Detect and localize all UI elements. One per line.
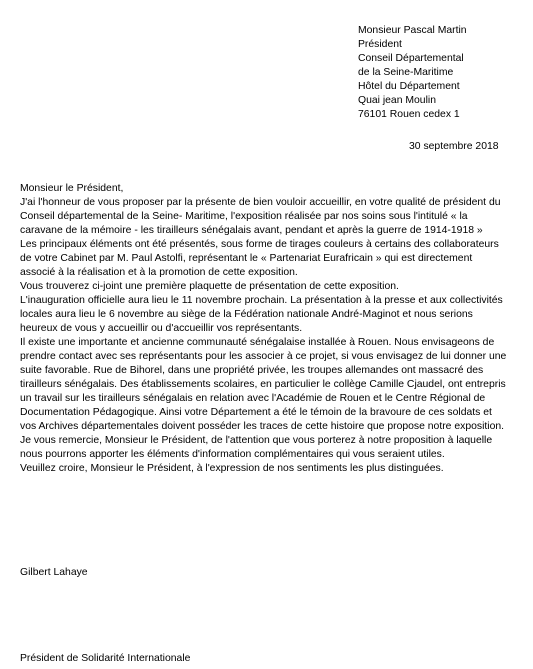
paragraph: Veuillez croire, Monsieur le Président, à l'expression de nos sentiments les plus distinguées. [20, 463, 444, 474]
signature-title: Président de Solidarité Internationale [20, 653, 191, 664]
paragraph: Je vous remercie, Monsieur le Président, de l'attention que vous porterez à notre proposition à laquelle nous pourrons apporter les éléments d'information complémentaires qui vous seraient utiles. [20, 435, 493, 460]
recipient-address-block [358, 24, 528, 122]
paragraph: Les principaux éléments ont été présentés, sous forme de tirages couleurs à certains des collaborateurs de votre Cabinet par M. Paul Astolfi, représentant le « Partenariat Eurafricain » qui est directement associé à la réalisation et à la promotion de cette exposition. [20, 239, 499, 278]
letter-date: 30 septembre 2018 [409, 141, 499, 152]
recipient-line: Conseil Départemental [358, 53, 464, 64]
paragraph: Vous trouverez ci-joint une première plaquette de présentation de cette exposition. [20, 281, 399, 292]
signature-name: Gilbert Lahaye [20, 567, 88, 578]
recipient-line: 76101 Rouen cedex 1 [358, 109, 460, 120]
recipient-line: Hôtel du Département [358, 81, 460, 92]
salutation: Monsieur le Président, [20, 183, 124, 194]
recipient-line: Président [358, 39, 402, 50]
recipient-line: de la Seine-Maritime [358, 67, 454, 78]
recipient-line: Quai jean Moulin [358, 95, 436, 106]
letter-body [20, 182, 510, 476]
recipient-line: Monsieur Pascal Martin [358, 25, 467, 36]
paragraph: L'inauguration officielle aura lieu le 11 novembre prochain. La présentation à la presse et aux collectivités locales aura lieu le 6 novembre au siège de la Fédération nationale André-Maginot et nous serions heureux de vous y accueillir ou d'accueillir vos représentants. [20, 295, 503, 334]
paragraph: J'ai l'honneur de vous proposer par la présente de bien vouloir accueillir, en votre qualité de président du Conseil départemental de la Seine- Maritime, l'exposition réalisée par nos soins sous l'intitulé « la caravane de la mémoire - les tirailleurs sénégalais avant, pendant et après la guerre de 1914-1918 » [20, 197, 501, 236]
paragraph: Il existe une importante et ancienne communauté sénégalaise installée à Rouen. Nous envisageons de prendre contact avec ses représentants pour les associer à ce projet, si vous envisagez de lui donner une suite favorable. Rue de Bihorel, dans une propriété privée, les troupes allemandes ont massacré des tirailleurs sénégalais. Des établissements scolaires, en particulier le collège Camille Cjaudel, ont entrepris un travail sur les tirailleurs sénégalais en relation avec l'Académie de Rouen et le Centre Régional de Documentation Pédagogique. Ainsi votre Département a été le témoin de la bravoure de ces soldats et vos Archives départementales doivent posséder les traces de cette histoire que propose notre exposition. [20, 337, 507, 432]
